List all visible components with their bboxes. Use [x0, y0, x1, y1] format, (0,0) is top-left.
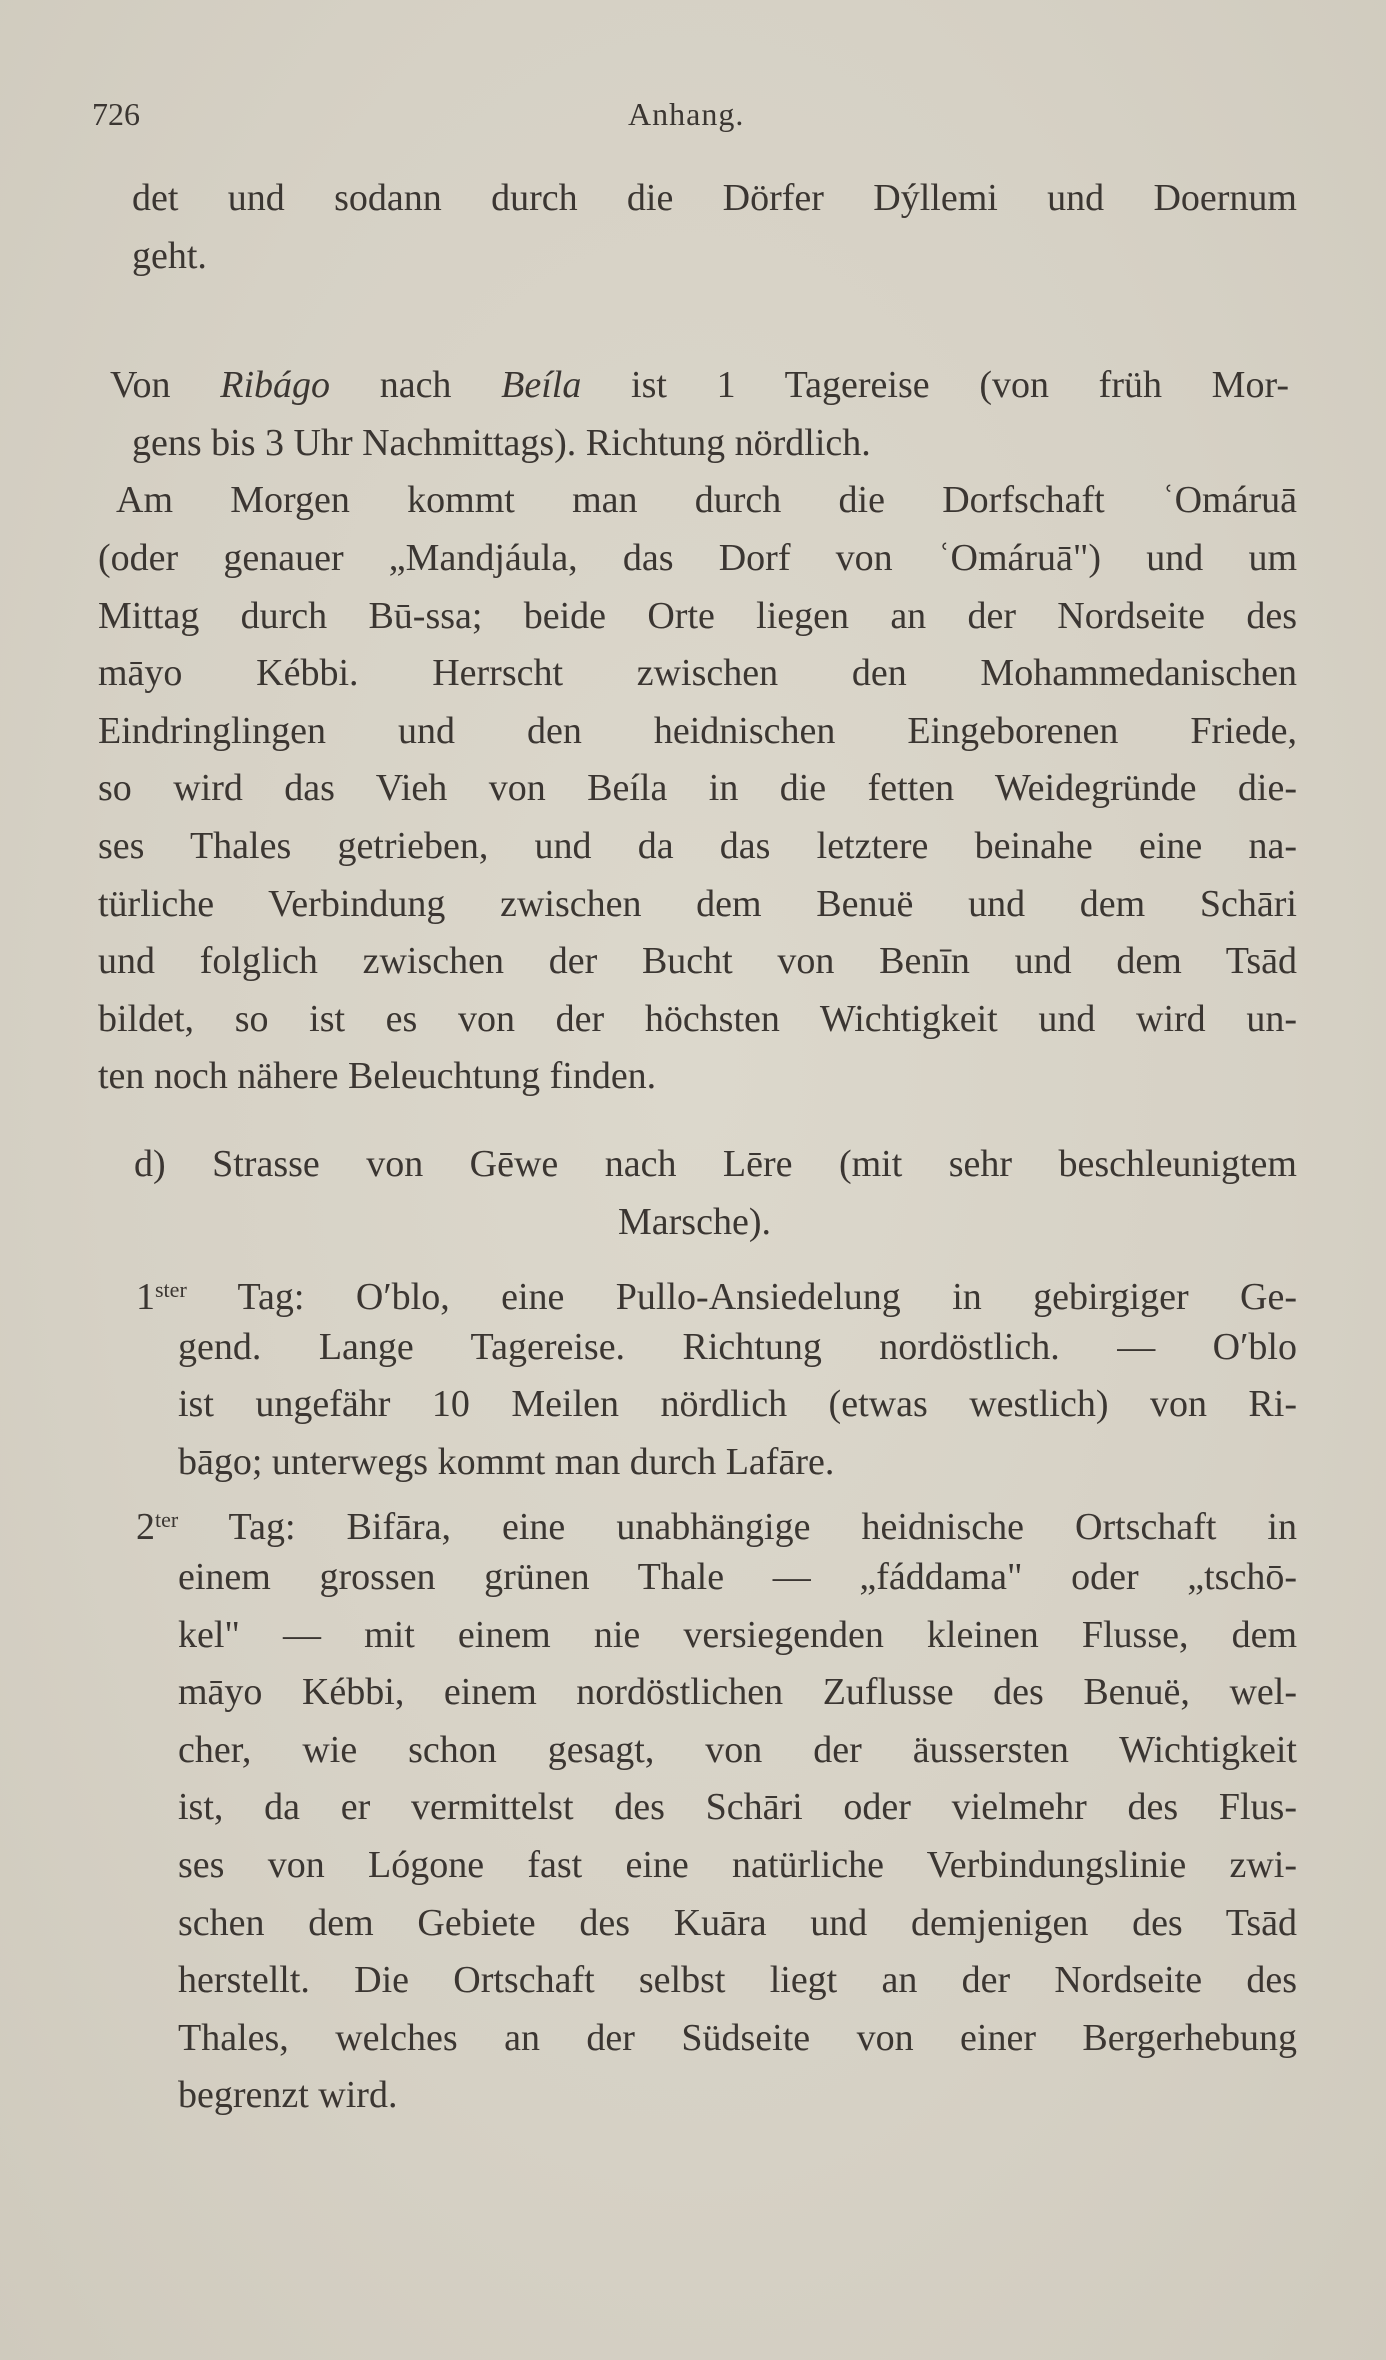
place-name: Beíla	[501, 364, 582, 407]
section-heading-line: d) Strasse von Gēwe nach Lēre (mit sehr beschleunigtem	[134, 1142, 1297, 1185]
text-line: begrenzt wird.	[178, 2074, 398, 2117]
text-line: herstellt. Die Ortschaft selbst liegt an der Nordseite des	[178, 1959, 1297, 2002]
running-head: Anhang.	[628, 96, 745, 132]
text-line: ist ungefähr 10 Meilen nördlich (etwas westlich) von Ri-	[178, 1383, 1297, 1426]
text-line: geht.	[132, 234, 207, 277]
text-line: $2^{ter}$ Tag: Bifāra, eine unabhängige heidnische Ortschaft in	[136, 1506, 1297, 1549]
text-line: türliche Verbindung zwischen dem Benuë und dem Schāri	[98, 882, 1297, 925]
text-line: ses von Lógone fast eine natürliche Verbindungslinie zwi-	[178, 1844, 1297, 1887]
text-line: und folglich zwischen der Bucht von Benīn und dem Tsād	[98, 940, 1297, 983]
text-line: Mittag durch Bū-ssa; beide Orte liegen an der Nordseite des	[98, 594, 1297, 637]
text-line: schen dem Gebiete des Kuāra und demjenigen des Tsād	[178, 1901, 1297, 1944]
text-line: Am Morgen kommt man durch die Dorfschaft ʿOmáruā	[116, 479, 1297, 522]
text-line: (oder genauer „Mandjáula, das Dorf von ʿOmáruā") und um	[98, 536, 1297, 579]
day-entry-2	[132, 1491, 1297, 2125]
text-line: ses Thales getrieben, und da das letztere beinahe eine na-	[98, 824, 1297, 867]
text-line: bāgo; unterwegs kommt man durch Lafāre.	[178, 1440, 835, 1483]
place-name: Ribágo	[220, 364, 331, 407]
text-line: gens bis 3 Uhr Nachmittags). Richtung nördlich.	[132, 421, 871, 464]
text-line: cher, wie schon gesagt, von der äussersten Wichtigkeit	[178, 1728, 1297, 1771]
text-line: ist, da er vermittelst des Schāri oder vielmehr des Flus-	[178, 1786, 1297, 1829]
section-heading-d	[132, 1136, 1297, 1251]
text-line: gend. Lange Tagereise. Richtung nordöstlich. — Oʹblo	[178, 1325, 1297, 1368]
text-line: māyo Kébbi, einem nordöstlichen Zuflusse des Benuë, wel-	[178, 1671, 1297, 1714]
day-ordinal-suffix: ter	[155, 1507, 179, 1533]
page-number: 726	[92, 96, 140, 132]
text-line: ten noch nähere Beleuchtung finden.	[98, 1055, 657, 1098]
text-line: Von Ribágo nach Beíla ist 1 Tagereise (von früh Mor-	[110, 364, 1289, 407]
text-line: kel" — mit einem nie versiegenden kleinen Flusse, dem	[178, 1613, 1297, 1656]
text-line: det und sodann durch die Dörfer Dýllemi und Doernum	[132, 177, 1297, 219]
paragraph-description	[98, 472, 1297, 1106]
text-line: Thales, welches an der Südseite von einer Bergerhebung	[178, 2016, 1297, 2059]
body-text	[98, 170, 1297, 2125]
section-heading-line: Marsche).	[618, 1200, 771, 1243]
text-line: $1^{ster}$ Tag: Oʹblo, eine Pullo-Ansiedelung in gebirgiger Ge-	[136, 1276, 1297, 1319]
day-ordinal: 2	[136, 1506, 155, 1549]
day-entry-1	[132, 1261, 1297, 1491]
paragraph-route-ribago-beila	[110, 357, 1297, 472]
text-line: bildet, so ist es von der höchsten Wichtigkeit und wird un-	[98, 997, 1297, 1040]
text-line: so wird das Vieh von Beíla in die fetten Weidegründe die-	[98, 767, 1297, 810]
day-ordinal: 1	[136, 1276, 155, 1319]
day-ordinal-suffix: ster	[155, 1277, 187, 1303]
text-line: māyo Kébbi. Herrscht zwischen den Mohammedanischen	[98, 652, 1297, 695]
paragraph-continuation	[132, 170, 1297, 285]
text-line: Eindringlingen und den heidnischen Eingeborenen Friede,	[98, 709, 1297, 752]
page-header	[92, 96, 1292, 136]
text-line: einem grossen grünen Thale — „fáddama" oder „tschō-	[178, 1556, 1297, 1599]
